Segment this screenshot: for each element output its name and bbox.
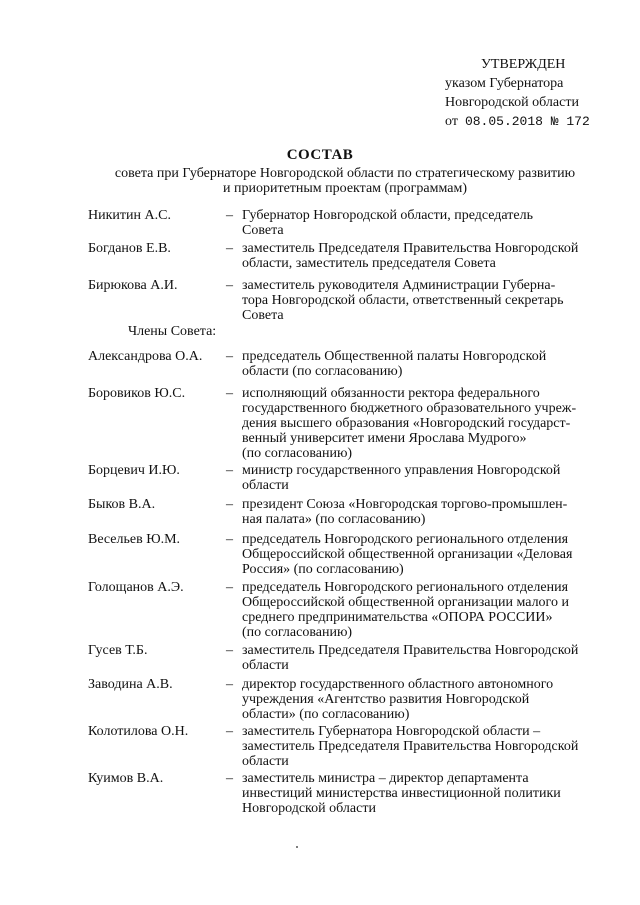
position-line: области» (по согласованию)	[242, 707, 410, 722]
position-line: заместитель Губернатора Новгородской области –	[242, 724, 541, 739]
position-line: среднего предпринимательства «ОПОРА РОССИИ»	[242, 610, 553, 625]
person-name: Боровиков Ю.С.	[88, 386, 186, 401]
position-line: инвестиций министерства инвестиционной политики	[242, 786, 561, 801]
position-line: области	[242, 658, 289, 673]
position-line: председатель Новгородского регионального отделения	[242, 580, 569, 595]
position-line: области	[242, 754, 289, 769]
position-line: исполняющий обязанности ректора федерального	[242, 386, 540, 401]
approval-region: Новгородской области	[445, 95, 579, 110]
person-name: Заводина А.В.	[88, 677, 173, 692]
person-name: Быков В.А.	[88, 497, 156, 512]
position-line: заместитель министра – директор департамента	[242, 771, 529, 786]
position-line: области	[242, 478, 289, 493]
position-line: министр государственного управления Новгородской	[242, 463, 561, 478]
position-line: (по согласованию)	[242, 625, 353, 640]
position-line: области, заместитель председателя Совета	[242, 256, 496, 271]
document-subtitle	[80, 166, 610, 196]
position-line: венный университет имени Ярослава Мудрого»	[242, 431, 527, 446]
dash-separator: –	[226, 278, 233, 293]
scan-dot	[296, 846, 298, 848]
person-position	[242, 724, 607, 769]
dash-separator: –	[226, 643, 233, 658]
approval-date-prefix: от	[445, 114, 458, 129]
position-line: Общероссийской общественной организации «Деловая	[242, 547, 573, 562]
person-position	[242, 580, 607, 640]
dash-separator: –	[226, 349, 233, 364]
position-line: Губернатор Новгородской области, председатель	[242, 208, 533, 223]
person-name: Александрова О.А.	[88, 349, 203, 364]
position-line: области (по согласованию)	[242, 364, 403, 379]
position-line: Совета	[242, 223, 284, 238]
person-name: Голощанов А.Э.	[88, 580, 184, 595]
person-position	[242, 386, 607, 461]
person-position	[242, 532, 607, 577]
dash-separator: –	[226, 241, 233, 256]
position-line: Россия» (по согласованию)	[242, 562, 404, 577]
person-position	[242, 349, 607, 379]
position-line: председатель Общественной палаты Новгородской	[242, 349, 547, 364]
approval-decree: указом Губернатора	[445, 76, 564, 91]
dash-separator: –	[226, 771, 233, 786]
dash-separator: –	[226, 724, 233, 739]
person-position	[242, 497, 607, 527]
position-line: (по согласованию)	[242, 446, 353, 461]
approval-date: 08.05.2018 № 172	[464, 114, 590, 129]
position-line: директор государственного областного автономного	[242, 677, 554, 692]
position-line: тора Новгородской области, ответственный секретарь	[242, 293, 564, 308]
position-line: заместитель Председателя Правительства Новгородской	[242, 241, 579, 256]
dash-separator: –	[226, 497, 233, 512]
person-position	[242, 771, 607, 816]
dash-separator: –	[226, 386, 233, 401]
members-label: Члены Совета:	[128, 324, 217, 339]
position-line: Общероссийской общественной организации малого и	[242, 595, 569, 610]
position-line: председатель Новгородского регионального отделения	[242, 532, 569, 547]
person-position	[242, 208, 607, 238]
position-line: заместитель Председателя Правительства Новгородской	[242, 739, 579, 754]
person-position	[242, 677, 607, 722]
person-name: Борцевич И.Ю.	[88, 463, 180, 478]
person-name: Колотилова О.Н.	[88, 724, 189, 739]
dash-separator: –	[226, 677, 233, 692]
approval-title: УТВЕРЖДЕН	[481, 57, 566, 72]
position-line: Совета	[242, 308, 284, 323]
subtitle-line: совета при Губернаторе Новгородской области по стратегическому развитию	[114, 166, 576, 181]
position-line: государственного бюджетного образовательного учреж-	[242, 401, 577, 416]
position-line: Новгородской области	[242, 801, 376, 816]
person-name: Куимов В.А.	[88, 771, 164, 786]
position-line: дения высшего образования «Новгородский государст-	[242, 416, 571, 431]
dash-separator: –	[226, 532, 233, 547]
position-line: заместитель Председателя Правительства Новгородской	[242, 643, 579, 658]
subtitle-line: и приоритетным проектам (программам)	[222, 181, 467, 196]
position-line: ная палата» (по согласованию)	[242, 512, 426, 527]
person-name: Богданов Е.В.	[88, 241, 171, 256]
person-position	[242, 241, 607, 271]
person-position	[242, 643, 607, 673]
person-name: Гусев Т.Б.	[88, 643, 148, 658]
position-line: учреждения «Агентство развития Новгородской	[242, 692, 530, 707]
person-position	[242, 463, 607, 493]
person-name: Бирюкова А.И.	[88, 278, 178, 293]
document-title: СОСТАВ	[286, 147, 354, 163]
approval-date-line	[445, 112, 590, 131]
dash-separator: –	[226, 463, 233, 478]
dash-separator: –	[226, 208, 233, 223]
dash-separator: –	[226, 580, 233, 595]
position-line: заместитель руководителя Администрации Губерна-	[242, 278, 556, 293]
person-name: Никитин А.С.	[88, 208, 171, 223]
person-name: Весельев Ю.М.	[88, 532, 181, 547]
approval-block	[445, 55, 590, 131]
position-line: президент Союза «Новгородская торгово-промышлен-	[242, 497, 568, 512]
person-position	[242, 278, 607, 323]
